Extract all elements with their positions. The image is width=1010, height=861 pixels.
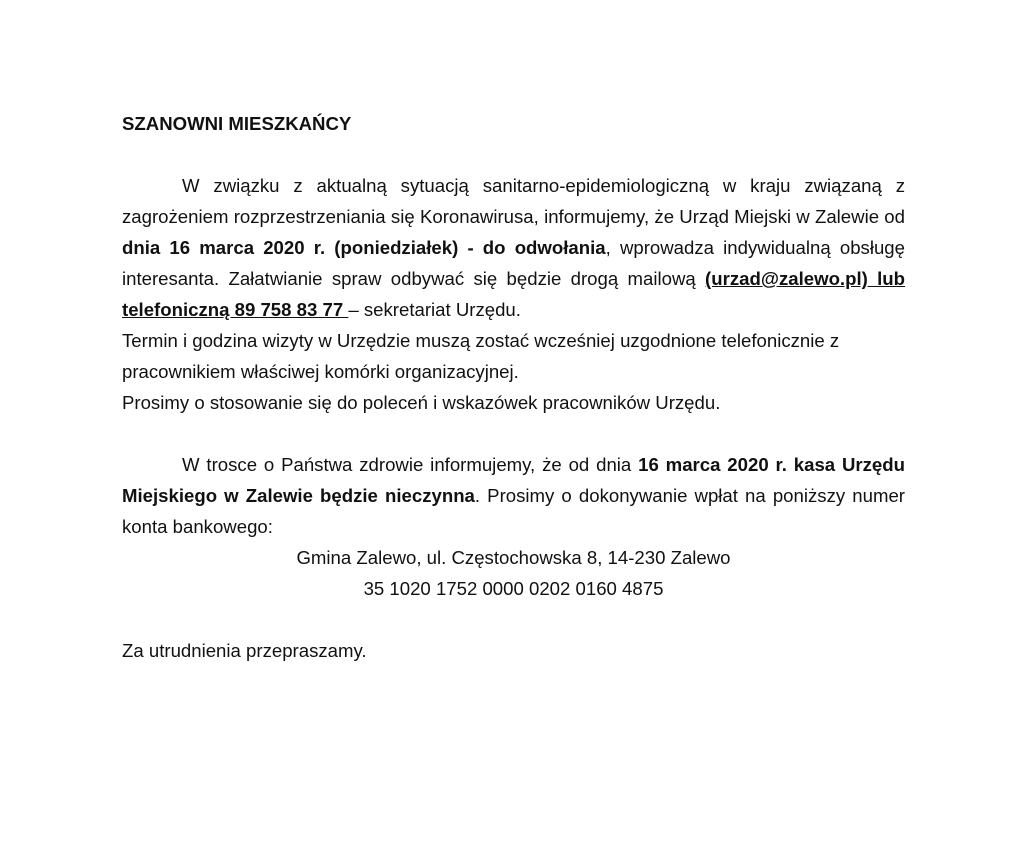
closing-line: Za utrudnienia przepraszamy. — [122, 640, 367, 661]
document-body — [122, 108, 905, 666]
paragraph-request: Prosimy o stosowanie się do poleceń i wskazówek pracowników Urzędu. — [122, 392, 721, 413]
spacer — [122, 418, 905, 449]
announcement-text-2: , wprowadza indywidualną obsługę interesanta. Załatwianie spraw odbywać się będzie drogą mailową — [122, 237, 905, 289]
cashier-closed-notice: 16 marca 2020 r. kasa Urzędu Miejskiego w Zalewie będzie nieczynna — [122, 454, 905, 506]
contact-info: (urzad@zalewo.pl) lub telefoniczną 89 758 83 77 — [122, 268, 906, 320]
spacer — [122, 604, 905, 635]
announcement-text-1: W związku z aktualną sytuacją sanitarno-epidemiologiczną w kraju związaną z zagrożeniem rozprzestrzeniania się Koronawirusa, informujemy, że Urząd Miejski w Zalewie od — [122, 175, 905, 227]
cashier-text-2: . Prosimy o dokonywanie wpłat na poniższy numer konta bankowego: — [122, 485, 905, 537]
paragraph-cashier — [122, 449, 905, 542]
document-heading: SZANOWNI MIESZKAŃCY — [122, 113, 352, 134]
bank-address: Gmina Zalewo, ul. Częstochowska 8, 14-230 Zalewo — [296, 547, 731, 568]
cashier-text-1: W trosce o Państwa zdrowie informujemy, że od dnia — [182, 454, 639, 475]
paragraph-announcement — [122, 170, 905, 325]
paragraph-appointment: Termin i godzina wizyty w Urzędzie muszą zostać wcześniej uzgodnione telefonicznie z pracownikiem właściwej komórki organizacyjnej. — [122, 330, 840, 382]
announcement-date: dnia 16 marca 2020 r. (poniedziałek) - do odwołania — [122, 237, 606, 258]
spacer — [122, 139, 905, 170]
announcement-text-3: – sekretariat Urzędu. — [348, 299, 521, 320]
bank-account-number: 35 1020 1752 0000 0202 0160 4875 — [363, 578, 664, 599]
